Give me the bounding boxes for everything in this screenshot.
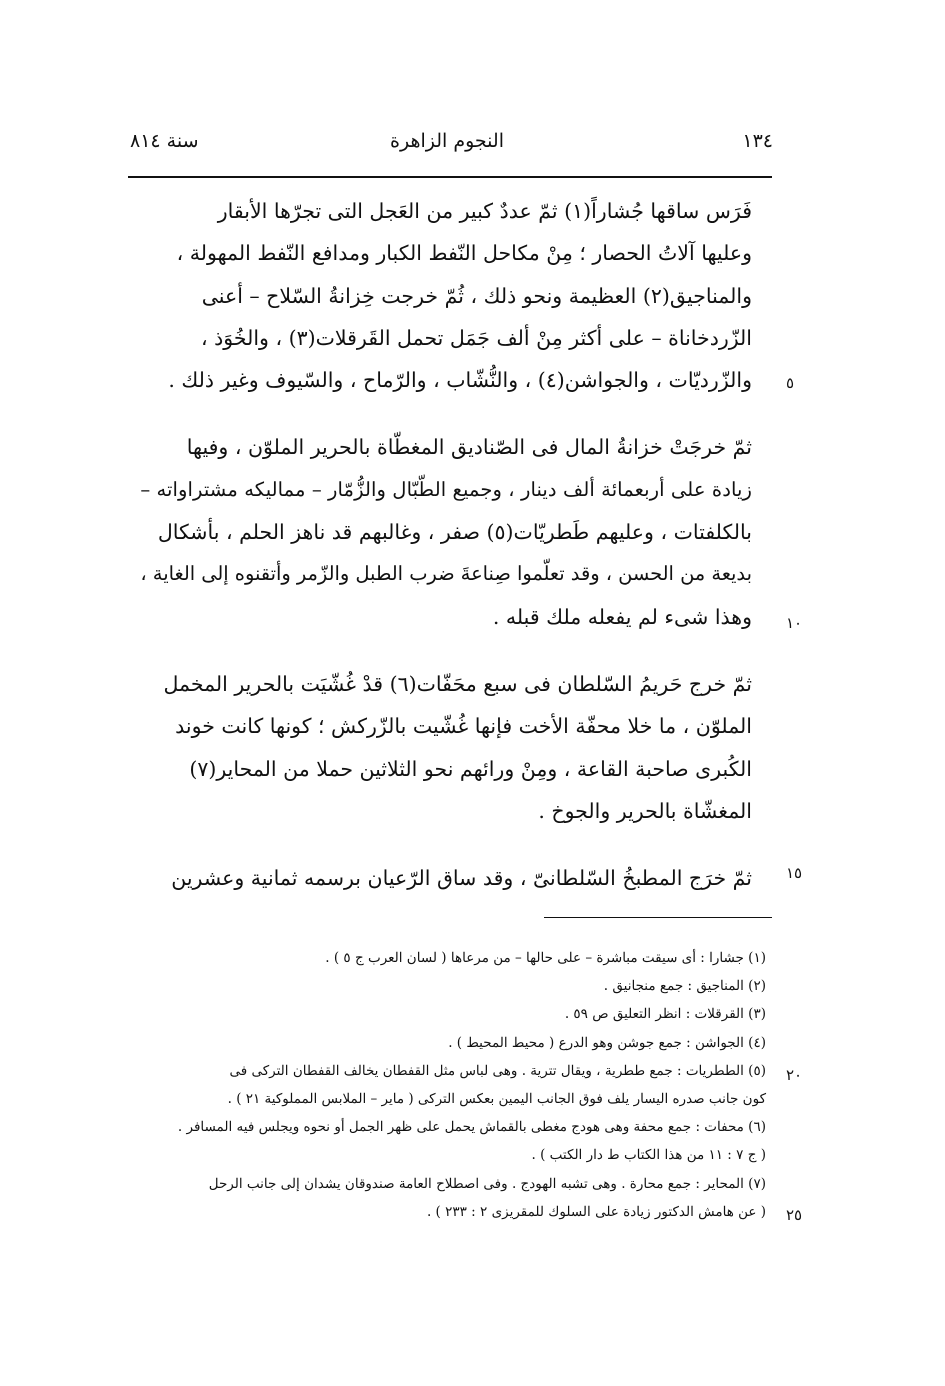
main-text [128,190,772,924]
footnote-1: (١) جشارا : أى سيقت مباشرة – على حالها – من مرعاها ( لسان العرب ج ٥ ) . [325,950,766,966]
running-title: النجوم الزاهرة [390,130,504,152]
text-line: زيادة على أربعمائة ألف دينار ، وجميع الطّبّال والزُّمّار – مماليكه مشتراواته – [140,477,752,501]
text-line: الزّردخاناة – على أكثر مِنْ ألف جَمَل تحمل القَرقلات(٣) ، والخُوَذ ، [201,325,752,350]
text-line: الكُبرى صاحبة القاعة ، ومِنْ ورائهم نحو الثلاثين حملا من المحاير(٧) [189,756,752,781]
footnote-3: (٣) القرقلات : انظر التعليق ص ٥٩ . [564,1006,766,1023]
paragraph-2 [128,426,772,637]
line-number-20: ٢٠ [786,1066,803,1084]
footnote-6-continued: ( ج ٧ : ١١ من هذا الكتاب ط دار الكتب ) . [531,1147,766,1164]
page-number: ١٣٤ [742,130,773,152]
paragraph-1 [128,190,772,401]
text-line: وعليها آلاتُ الحصار ؛ مِنْ مكاحل النّفط الكبار ومدافع النّفط المهولة ، [176,241,752,266]
footnote-5-continued: كون جانب صدره اليسار يلف فوق الجانب اليمين بعكس التركى ( ماير – الملابس المملوكية ٢١ ) . [227,1091,766,1108]
year-label: سنة ٨١٤ [130,130,199,152]
footnote-6: (٦) محفات : جمع محفة وهى هودج مغطى بالقماش يحمل على ظهر الجمل أو نحوه ويجلس فيه المسافر . [177,1119,766,1136]
header-rule [128,176,772,178]
text-line: وهذا شىء لم يفعله ملك قبله . [492,604,752,629]
text-line: بديعة من الحسن ، وقد تعلّموا صِناعةَ ضرب الطبل والزّمر وأتقنوه إلى الغاية ، [140,562,752,586]
text-line: والمناجيق(٢) العظيمة ونحو ذلك ، ثُمّ خرجت خِزانةُ السّلاح – أعنى [201,283,752,308]
line-number-25: ٢٥ [786,1206,803,1224]
line-number-5: ٥ [786,374,795,392]
paragraph-4 [128,857,772,899]
line-number-10: ١٠ [786,614,803,632]
text-line: الملوّن ، ما خلا محفّة الأخت فإنها غُشّيت بالزّركش ؛ كونها كانت خوند [175,714,752,739]
text-line: ثمّ خرج حَريمُ السّلطان فى سبع محَفّات(٦) قدْ غُشّيَت بالحرير المخمل [163,671,752,696]
footnote-5: (٥) الططريات : جمع ططرية ، ويقال تترية . وهى لباس مثل القفطان يخالف القفطان التركى فى [229,1062,766,1079]
text-line: المغشّاة بالحرير والجوخ . [538,798,752,823]
text-line: ثمّ خرَج المطبخُ السّلطانىّ ، وقد ساق الرّعيان برسمه ثمانية وعشرين [171,866,752,891]
text-line: ثمّ خرجَتْ خزانةُ المال فى الصّناديق المغطّاة بالحرير الملوّن ، وفيها [186,435,752,460]
footnote-2: (٢) المناجيق : جمع منجانيق . [603,978,766,995]
footnote-4: (٤) الجواشن : جمع جوشن وهو الدرع ( محيط المحيط ) . [448,1034,766,1051]
paragraph-3 [128,663,772,832]
text-line: والزّرديّات ، والجواشن(٤) ، والنُّشّاب ، والرّماح ، والسّيوف وغير ذلك . [168,368,752,393]
footnotes [138,944,766,1226]
footnote-7-continued: ( عن هامش الدكتور زيادة على السلوك للمقريزى ٢ : ٢٣٣ ) . [426,1203,766,1220]
text-line: بالكلفتات ، وعليهم طَطريّات(٥) صفر ، وغالبهم قد ناهز الحلم ، بأشكال [157,520,752,545]
footnote-rule [544,917,772,918]
footnote-7: (٧) المحاير : جمع محارة . وهى تشبه الهودج . وفى اصطلاح العامة صندوقان يشدان إلى جانب الرحل [208,1175,766,1192]
line-number-15: ١٥ [786,864,803,882]
text-line: فَرَس ساقها جُشاراً(١) ثمّ عددٌ كبير من العَجل التى تجرّها الأبقار [217,199,752,223]
